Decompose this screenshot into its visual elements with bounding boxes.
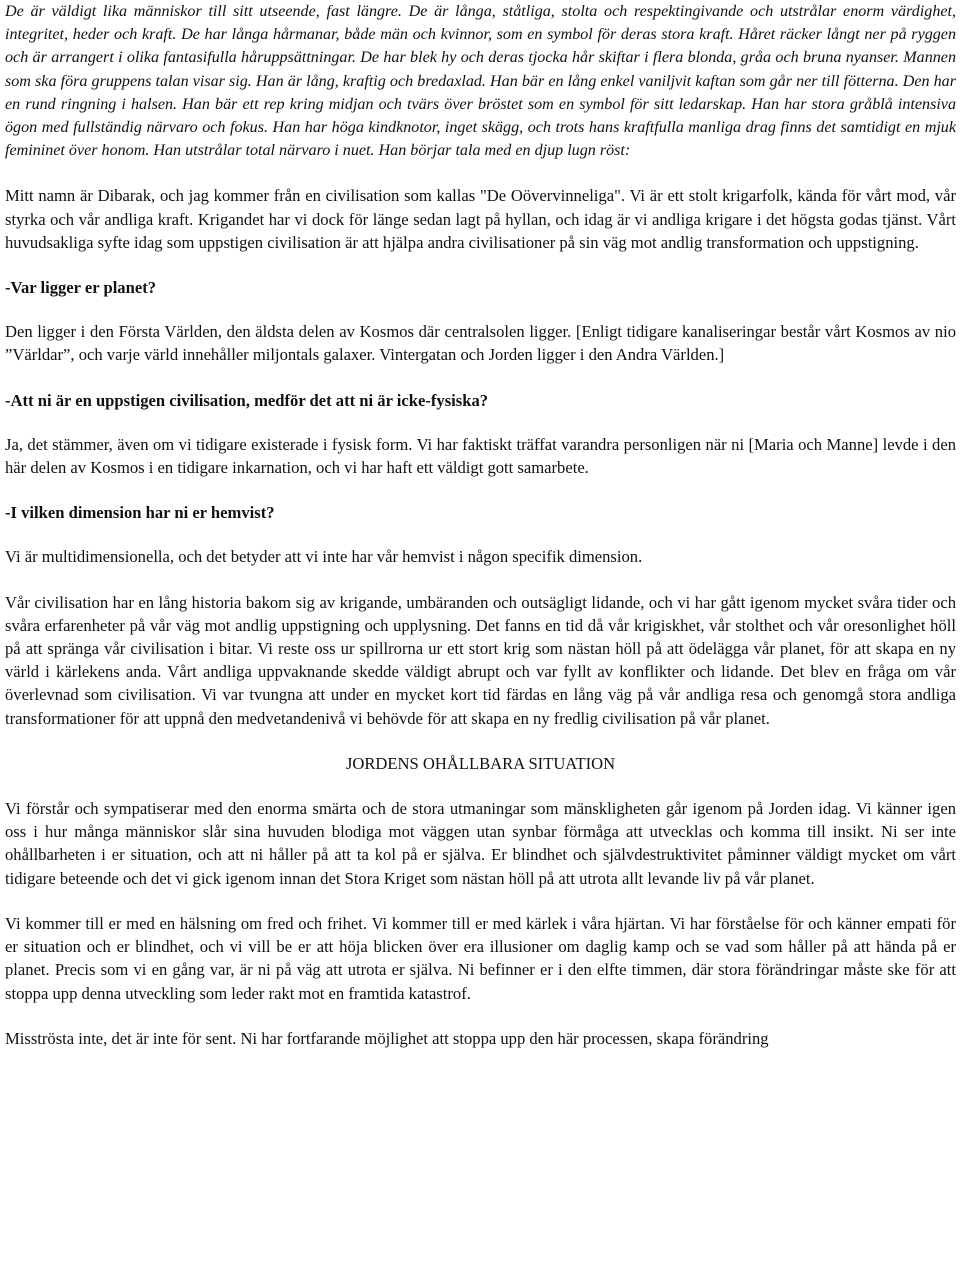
answer-dimension: Vi är multidimensionella, och det betyder att vi inte har vår hemvist i någon specifik dimension. [5, 547, 643, 567]
answer-planet-location: Den ligger i den Första Världen, den äldsta delen av Kosmos där centralsolen ligger. [Enligt tidigare kanaliseringar består vårt Kosmos av nio ”Världar”, och varje värld innehåller miljontals galaxer. Vintergatan och Jorden ligger i den Andra Världen.] [5, 322, 956, 365]
paragraph-civilisation-history: Vår civilisation har en lång historia bakom sig av krigande, umbäranden och outsägligt lidande, och vi har gått igenom mycket svåra tider och svåra erfarenheter på vår väg mot andlig uppstigning och upplysning. Det fanns en tid då vår krigiskhet, vår stolthet och vår oresonlighet höll på att spränga vår civilisation i bitar. Vi reste oss ur spillrorna ur ett stort krig som nästan höll på att ödelägga vår planet, för att skapa en ny värld i kärlekens anda. Vårt andliga uppvaknande skedde väldigt abrupt och var fyllt av konflikter och lidande. Det blev en fråga om vår överlevnad som civilisation. Vi var tvungna att under en mycket kort tid färdas en lång väg på vår andliga resa och genomgå stora andliga transformationer för att uppnå den medvetandenivå vi behövde för att skapa en ny fredlig civilisation på vår planet. [5, 592, 956, 728]
intro-description: De är väldigt lika människor till sitt utseende, fast längre. De är långa, ståtliga, stolta och respektingivande och utstrålar enorm värdighet, integritet, heder och kraft. De har långa hårmanar, både män och kvinnor, som en symbol för deras stora kraft. Håret räcker långt ner på ryggen och är arrangert i olika fantasifulla håruppsättningar. De har blek hy och deras tjocka hår skiftar i flera blonda, gråa och bruna nyanser. Mannen som ska föra gruppens talan visar sig. Han är lång, kraftig och bredaxlad. Han bär en lång enkel vaniljvit kaftan som går ner till fötterna. Den har en rund ringning i halsen. Han bär ett rep kring midjan och tvärs över bröstet som en symbol för sitt ledarskap. Han har stora gråblå intensiva ögon med fullständig närvaro och fokus. Han har höga kindknotor, inget skägg, och trots hans kraftfulla manliga drag finns det samtidigt en mjuk femininet över honom. Han utstrålar total närvaro i nuet. Han börjar tala med en djup lugn röst: [5, 3, 956, 160]
paragraph-not-too-late: Misströsta inte, det är inte för sent. Ni har fortfarande möjlighet att stoppa upp den här processen, skapa förändring [5, 1028, 769, 1048]
question-dimension: -I vilken dimension har ni er hemvist? [5, 503, 275, 523]
paragraph-earth-situation: Vi förstår och sympatiserar med den enorma smärta och de stora utmaningar som mänskligheten går igenom på Jorden idag. Vi känner igen oss i hur många människor slår sina huvuden blodiga mot väggen utan synbar förmåga att utvecklas och komma till insikt. Ni ser inte ohållbarheten i er situation, och att ni håller på att ta kol på er själva. Er blindhet och självdestruktivitet påminner väldigt mycket om vårt tidigare beteende och det vi gick igenom innan det Stora Kriget som nästan höll på att utrota allt levande liv på vår planet. [5, 799, 956, 888]
document-page [5, 0, 956, 1050]
paragraph-dibarak-intro: Mitt namn är Dibarak, och jag kommer från en civilisation som kallas "De Oövervinneliga". Vi är ett stolt krigarfolk, kända för vårt mod, vår styrka och vår andliga kraft. Krigandet har vi dock för länge sedan lagt på hyllan, och idag är vi andliga krigare i det högsta godas tjänst. Vårt huvudsakliga syfte idag som uppstigen civilisation är att hjälpa andra civilisationer på sin väg mot andlig transformation och uppstigning. [5, 186, 956, 252]
paragraph-greeting: Vi kommer till er med en hälsning om fred och frihet. Vi kommer till er med kärlek i våra hjärtan. Vi har förståelse för och känner empati för er situation och er blindhet, och vi vill be er att höja blicken över era illusioner om daglig kamp och se vad som håller på att hända på er planet. Precis som vi en gång var, är ni på väg att utrota er själva. Ni befinner er i den elfte timmen, där stora förändringar måste ske för att stoppa upp denna utveckling som leder rakt mot en framtida katastrof. [5, 913, 956, 1003]
question-planet-location: -Var ligger er planet? [5, 278, 157, 298]
answer-non-physical: Ja, det stämmer, även om vi tidigare existerade i fysisk form. Vi har faktiskt träffat varandra personligen när ni [Maria och Manne] levde i den här delen av Kosmos i en tidigare inkarnation, och vi har haft ett väldigt gott samarbete. [5, 434, 956, 478]
section-heading: JORDENS OHÅLLBARA SITUATION [345, 753, 616, 773]
question-non-physical: -Att ni är en uppstigen civilisation, medför det att ni är icke-fysiska? [5, 390, 489, 410]
